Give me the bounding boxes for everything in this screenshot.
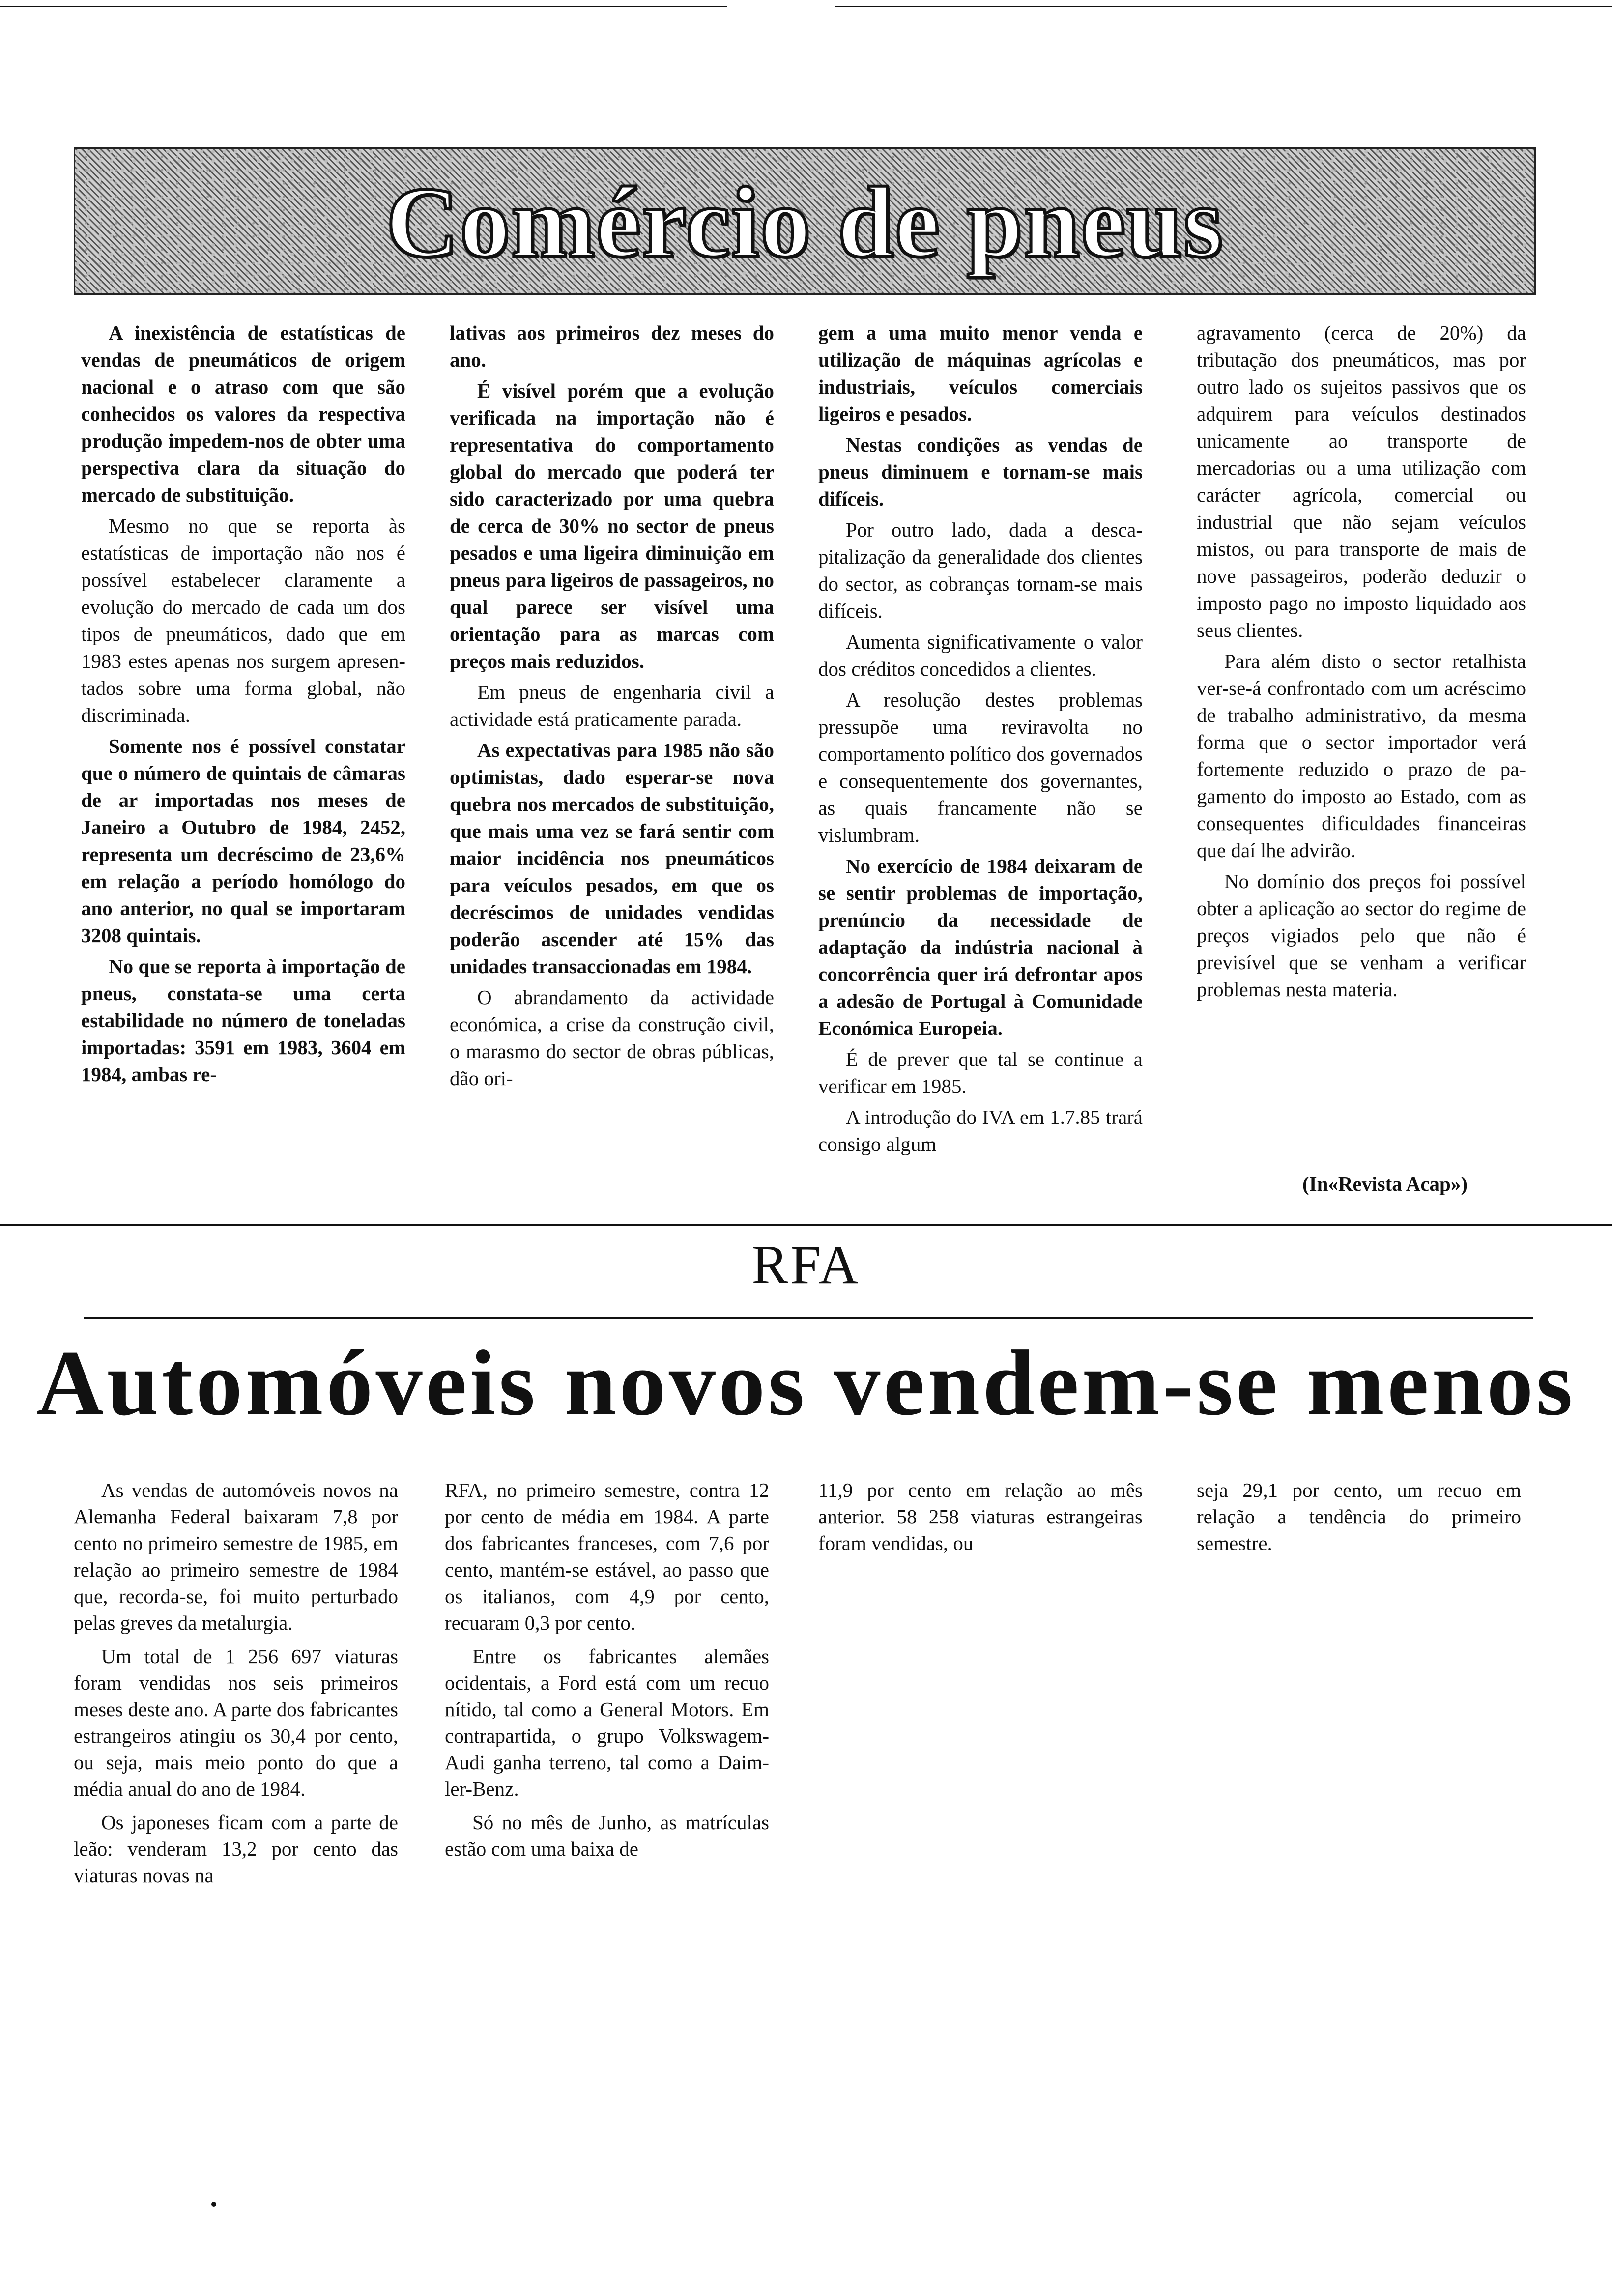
article1-column-4	[1197, 319, 1526, 1007]
article2-title: Automóveis novos vendem-se menos	[36, 1332, 1576, 1435]
paragraph: No domínio dos preços foi possível obter a aplicação ao sector do regime de preços vigiados pelo que não é previsível que se venham a verificar problemas nesta materia.	[1197, 870, 1526, 1001]
paragraph: Somente nos é possível constatar que o número de quintais de câmaras de ar importadas nos meses de Janeiro a Outubro de 1984, 2452, representa um decréscimo de 23,6% em relação a período homólogo do ano anterior, no qual se importaram 3208 quintais.	[81, 735, 405, 947]
section-rule-middle	[84, 1317, 1533, 1319]
paragraph: seja 29,1 por cento, um recuo em relação a tendência do primeiro semestre.	[1197, 1479, 1521, 1554]
paragraph: agravamento (cerca de 20%) da tributação dos pneumáticos, mas por outro lado os sujeitos passivos que os adquirem para veículos destinados unicamente ao transporte de mercadorias ou a uma utilização com carácter agrícola, comercial ou industrial que não sejam veículos mistos, ou para transporte de mais de nove passageiros, poderão deduzir o imposto pago no imposto liquidado aos seus clientes.	[1197, 321, 1526, 641]
article1-column-2	[450, 319, 774, 1096]
article2-kicker: RFA	[751, 1234, 861, 1295]
article2-column-2	[445, 1477, 769, 1869]
article1-banner	[74, 147, 1536, 295]
article2-column-1	[74, 1477, 398, 1895]
paragraph: É de prever que tal se continue a verificar em 1985.	[818, 1048, 1143, 1097]
paragraph: Por outro lado, dada a descapitalização da generalidade dos clientes do sector, as cobranças tornam-se mais difíceis.	[818, 518, 1143, 622]
stray-mark	[211, 2202, 216, 2207]
paragraph: A introdução do IVA em 1.7.85 trará consigo algum	[818, 1106, 1143, 1155]
paragraph: Entre os fabricantes alemães ocidentais, a Ford está com um recuo nítido, tal como a General Motors. Em contrapartida, o grupo Volkswagem-Audi ganha terreno, tal como a Daimler-Benz.	[445, 1645, 769, 1800]
paragraph: Os japoneses ficam com a parte de leão: venderam 13,2 por cento das viaturas novas na	[74, 1811, 398, 1887]
paragraph: Aumenta significativamente o valor dos créditos concedidos a clientes.	[818, 631, 1143, 680]
article1-column-1	[81, 319, 405, 1092]
paragraph: A resolução destes problemas pressupõe uma reviravolta no comportamento político dos governados e consequentemente dos governantes, as quais francamente não se vislumbram.	[818, 689, 1143, 846]
section-rule-top	[0, 1224, 1612, 1226]
paragraph: No que se reporta à importação de pneus, constata-se uma certa estabilidade no número de toneladas importadas: 3591 em 1983, 3604 em 1984, ambas re-	[81, 955, 405, 1086]
article1-title: Comércio de pneus	[386, 167, 1224, 278]
article2-column-3	[818, 1477, 1143, 1563]
paragraph: Só no mês de Junho, as matrículas estão com uma baixa de	[445, 1811, 769, 1860]
paragraph: O abrandamento da actividade económica, a crise da construção civil, o marasmo do sector de obras públicas, dão ori-	[450, 986, 774, 1090]
top-rule-left	[0, 6, 727, 7]
paragraph: Nestas condições as vendas de pneus diminuem e tornam-se mais difíceis.	[818, 433, 1143, 510]
article1-source: (In«Revista Acap»)	[1302, 1173, 1468, 1195]
paragraph: Para além disto o sector retalhista ver-se-á confrontado com um acréscimo de trabalho administrativo, da mesma forma que o sector importador verá fortemente reduzido o prazo de pagamento do imposto ao Estado, com as consequentes dificuldades financeiras que daí lhe advirão.	[1197, 650, 1526, 861]
paragraph: Em pneus de engenharia civil a actividade está praticamente parada.	[450, 681, 774, 730]
paragraph: 11,9 por cento em relação ao mês anterior. 58 258 viaturas estrangeiras foram vendidas, ou	[818, 1479, 1143, 1554]
article2-column-4	[1197, 1477, 1521, 1563]
paragraph: Um total de 1 256 697 viaturas foram vendidas nos seis primeiros meses deste ano. A parte dos fabricantes estrangeiros atingiu os 30,4 por cento, ou seja, mais meio ponto do que a média anual do ano de 1984.	[74, 1645, 398, 1800]
paragraph: É visível porém que a evolução verificada na importação não é representativa do comportamento global do mercado que poderá ter sido caracterizado por uma quebra de cerca de 30% no sector de pneus pesados e uma ligeira diminuição em pneus para ligeiros de passageiros, no qual parece ser visível uma orientação para as marcas com preços mais reduzidos.	[450, 379, 774, 672]
paragraph: lativas aos primeiros dez meses do ano.	[450, 321, 774, 371]
paragraph: As expectativas para 1985 não são optimistas, dado esperar-se nova quebra nos mercados de substituição, que mais uma vez se fará sentir com maior incidência nos pneumáticos para veículos pesados, em que os decréscimos de unidades vendidas poderão ascender até 15% das unidades transaccionadas em 1984.	[450, 739, 774, 977]
top-rule-right	[835, 6, 1612, 7]
paragraph: gem a uma muito menor venda e utilização de máquinas agrícolas e industriais, veículos comerciais ligeiros e pesados.	[818, 321, 1143, 425]
paragraph: Mesmo no que se reporta às estatísticas de importação não nos é possível estabelecer claramente a evolução do mercado de cada um dos tipos de pneumáticos, dado que em 1983 estes apenas nos surgem apresentados sobre uma forma global, não discriminada.	[81, 515, 405, 726]
paragraph: A inexistência de estatísticas de vendas de pneumáticos de origem nacional e o atraso com que são conhecidos os valores da respectiva produção impedem-nos de obter uma perspectiva clara da situação do mercado de substituição.	[81, 321, 405, 506]
article1-column-3	[818, 319, 1143, 1162]
paragraph: No exercício de 1984 deixaram de se sentir problemas de importação, prenúncio da necessidade de adaptação da indústria nacional à concorrência quer irá defrontar apos a adesão de Portugal à Comunidade Económica Europeia.	[818, 855, 1143, 1039]
paragraph: As vendas de automóveis novos na Alemanha Federal baixaram 7,8 por cento no primeiro semestre de 1985, em relação ao primeiro semestre de 1984 que, recorda-se, foi muito perturbado pelas greves da metalurgia.	[74, 1479, 398, 1634]
paragraph: RFA, no primeiro semestre, contra 12 por cento de média em 1984. A parte dos fabricantes franceses, com 7,6 por cento, mantém-se estável, ao passo que os italianos, com 4,9 por cento, recuaram 0,3 por cento.	[445, 1479, 769, 1634]
